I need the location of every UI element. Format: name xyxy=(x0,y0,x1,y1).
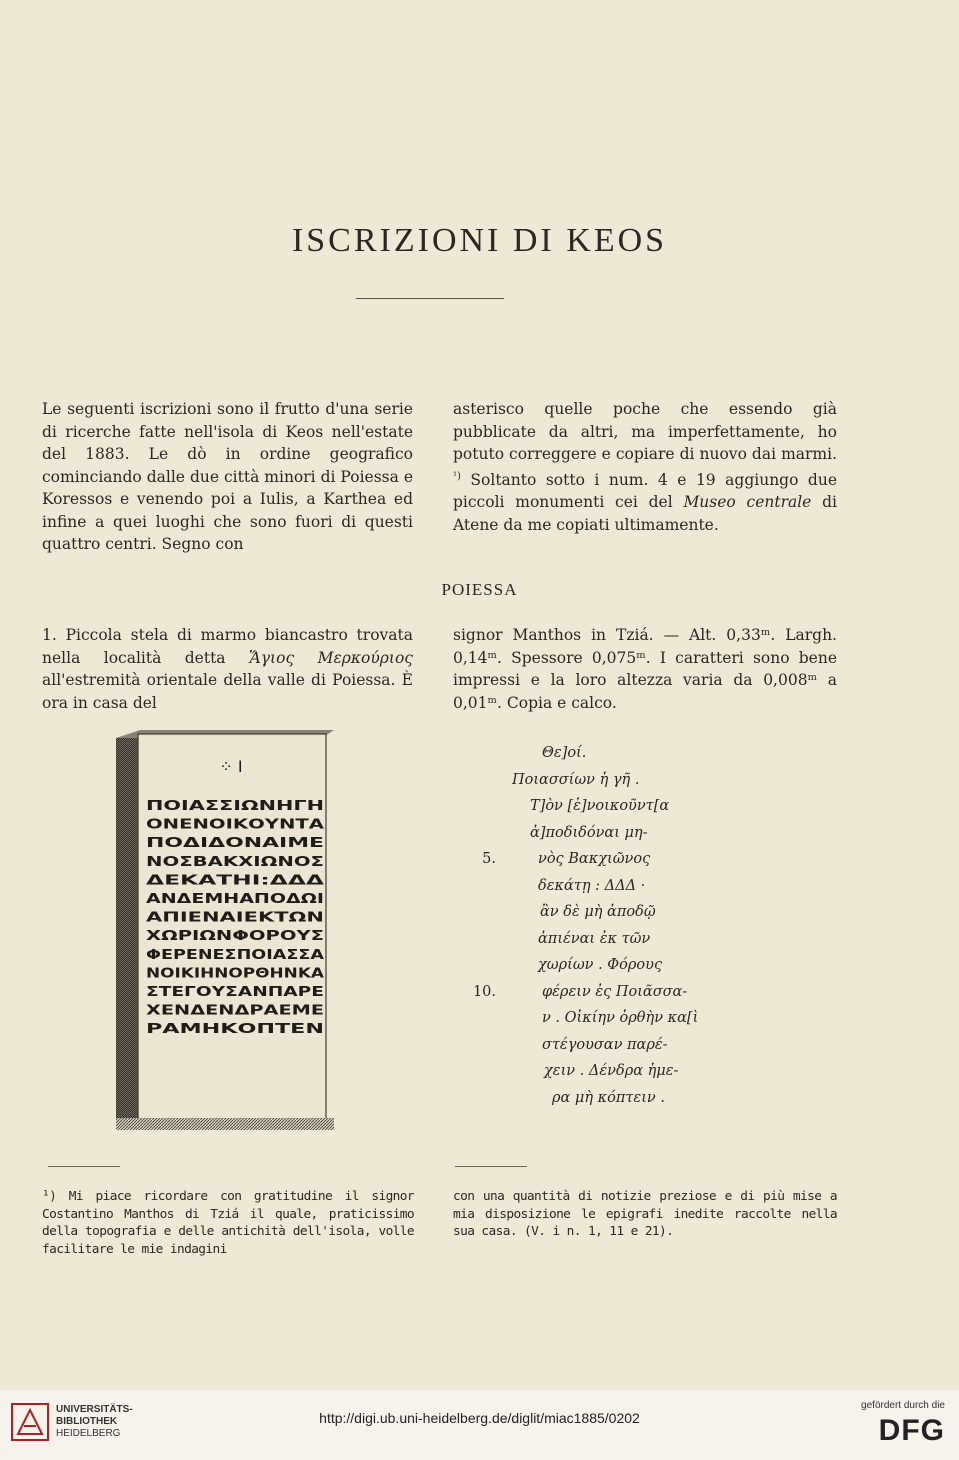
funded-by-caption: gefördert durch die xyxy=(861,1400,945,1411)
transcription-line xyxy=(456,1032,836,1059)
intro-left-column: Le seguenti iscrizioni sono il frutto d'una serie di ricerche fatte nell'isola di Keos nell'estate del 1883. Le dò in ordine geografico cominciando dalle due città minori di Poiessa e Koressos e venendo poi a Iulis, a Karthea ed infine a quei luoghi che sono fuori di questi quattro centri. Segno con xyxy=(42,400,413,553)
transcription-line xyxy=(456,846,836,873)
entry1-text-2: all'estremità orientale della valle di Poiessa. È ora in casa del xyxy=(42,671,413,712)
line-text: ν . Οἰκίην ὀρθὴν κα[ὶ xyxy=(542,1010,699,1026)
entry1-left-column xyxy=(42,624,413,714)
intro-right-text-1: asterisco quelle poche che essendo già pubblicate da altri, ma imperfettamente, ho potuto correggere e copiare di nuovo dai marmi. xyxy=(453,400,837,463)
transcription-line xyxy=(456,873,836,900)
transcription xyxy=(456,740,836,1111)
footnote-ref[interactable]: ¹) xyxy=(453,470,461,482)
transcription-line xyxy=(456,979,836,1006)
stele-line: ΣΤΕΓΟΥΣΑΝΠΑΡΕ xyxy=(146,984,324,1000)
line-text: δεκάτῃ : ΔΔΔ · xyxy=(538,877,646,894)
library-line-1: UNIVERSITÄTS- xyxy=(56,1404,133,1415)
transcription-line xyxy=(456,767,836,794)
stele-line: ΟΝΕΝΟΙΚΟΥΝΤΑ xyxy=(146,816,325,833)
source-url-link[interactable]: http://digi.ub.uni-heidelberg.de/diglit/miac1885/0202 xyxy=(319,1410,640,1426)
stele-line: ΝΟΙΚΙΗΝΟΡΘΗΝΚΑ xyxy=(146,965,325,982)
stele-line: ΠΟΙΑΣΣΙΩΝΗΓΗ xyxy=(146,798,324,814)
line-text: νὸς Βακχιῶνος xyxy=(538,851,651,867)
line-text: στέγουσαν παρέ- xyxy=(542,1036,668,1053)
line-text: ἂν δὲ μὴ ἀποδῷ xyxy=(540,904,656,920)
line-text: ρα μὴ κόπτειν . xyxy=(552,1089,665,1106)
transcription-line xyxy=(456,952,836,979)
stele-drawing xyxy=(116,730,334,1130)
stele-line: ΔΕΚΑΤΗΙ:ΔΔΔ xyxy=(146,872,325,889)
entry1-text-1: 1. Piccola stela di marmo biancastro trovata nella località detta xyxy=(42,626,413,667)
stele-line: ΧΕΝΔΕΝΔΡΑΕΜΕ xyxy=(146,1002,324,1019)
transcription-line xyxy=(456,899,836,926)
section-heading: POIESSA xyxy=(441,580,518,599)
title-rule xyxy=(356,298,504,299)
stele-line: ΧΩΡΙΩΝΦΟΡΟΥΣ xyxy=(146,928,324,945)
transcription-line xyxy=(456,1058,836,1085)
intro-right-text-3: di Atene da me copiati ultimamente. xyxy=(453,493,837,534)
line-text: χωρίων . Φόρους xyxy=(538,957,663,973)
transcription-line xyxy=(456,1085,836,1112)
library-line-3: HEIDELBERG xyxy=(56,1428,121,1439)
entry1-place-name: Ἅγιος Μερκούριος xyxy=(248,648,413,667)
line-text: Θε]οί. xyxy=(542,745,587,761)
footnote-right: con una quantità di notizie preziose e di più mise a mia disposizione le epigrafi inedite raccolte nella sua casa. (V. i n. 1, 11 e 21). xyxy=(453,1189,837,1239)
stele-line: ΑΝΔΕΜΗΑΠΟΔΩΙ xyxy=(146,891,324,907)
transcription-line xyxy=(456,740,836,767)
transcription-line xyxy=(456,926,836,953)
footnote-rule-left xyxy=(48,1166,120,1167)
intro-right-text-2: Soltanto sotto i num. 4 e 19 aggiungo due piccoli monumenti cei del xyxy=(453,470,837,512)
library-line-2: BIBLIOTHEK xyxy=(56,1416,118,1427)
transcription-line xyxy=(456,820,836,847)
line-text: ἀπιέναι ἐκ τῶν xyxy=(538,930,651,947)
stele-line: ΦΕΡΕΝΕΣΠΟΙΑΣΣΑ xyxy=(146,946,325,963)
entry1-right-column: signor Manthos in Tziá. — Alt. 0,33ᵐ. Largh. 0,14ᵐ. Spessore 0,075ᵐ. I caratteri sono bene impressi e la loro altezza varia da 0,008ᵐ a 0,01ᵐ. Copia e calco. xyxy=(453,626,837,712)
transcription-line xyxy=(456,1005,836,1032)
line-number: 5. xyxy=(482,851,496,867)
line-text: Ποιασσίων ἡ γῆ . xyxy=(512,771,640,788)
stele-top-mark: ⁘ I xyxy=(219,757,243,776)
stele-line: ΠΟΔΙΔΟΝΑΙΜΕ xyxy=(146,835,324,852)
stele-line: ΡΑΜΗΚΟΠΤΕΝ xyxy=(146,1021,324,1038)
line-text: χειν . Δένδρα ἡμε- xyxy=(544,1063,679,1079)
stele-line: ΝΟΣΒΑΚΧΙΩΝΟΣ xyxy=(146,853,324,870)
page-title: ISCRIZIONI DI KEOS xyxy=(291,222,668,259)
footnote-rule-right xyxy=(455,1166,527,1167)
line-text: φέρειν ἐς Ποιᾶσσα- xyxy=(542,983,688,1000)
stele-side xyxy=(116,738,140,1124)
transcription-line xyxy=(456,793,836,820)
line-number: 10. xyxy=(472,983,496,1000)
stele-base xyxy=(116,1118,334,1130)
intro-right-column xyxy=(453,398,837,536)
museum-name: Museo centrale xyxy=(683,493,812,512)
footnote-left: ¹) Mi piace ricordare con gratitudine il signor Costantino Manthos di Tziá il quale, praticissimo della topografia e delle antichità dell'isola, volle facilitare le mie indagini xyxy=(42,1189,414,1257)
line-text: Τ]ὸν [ἐ]νοικοῦντ[α xyxy=(530,798,670,814)
line-text: ἀ]ποδιδόναι μη- xyxy=(530,824,648,841)
dfg-logo[interactable]: DFG xyxy=(878,1414,945,1447)
stele-line: ΑΠΙΕΝΑΙΕΚΤΩΝ xyxy=(146,909,324,926)
